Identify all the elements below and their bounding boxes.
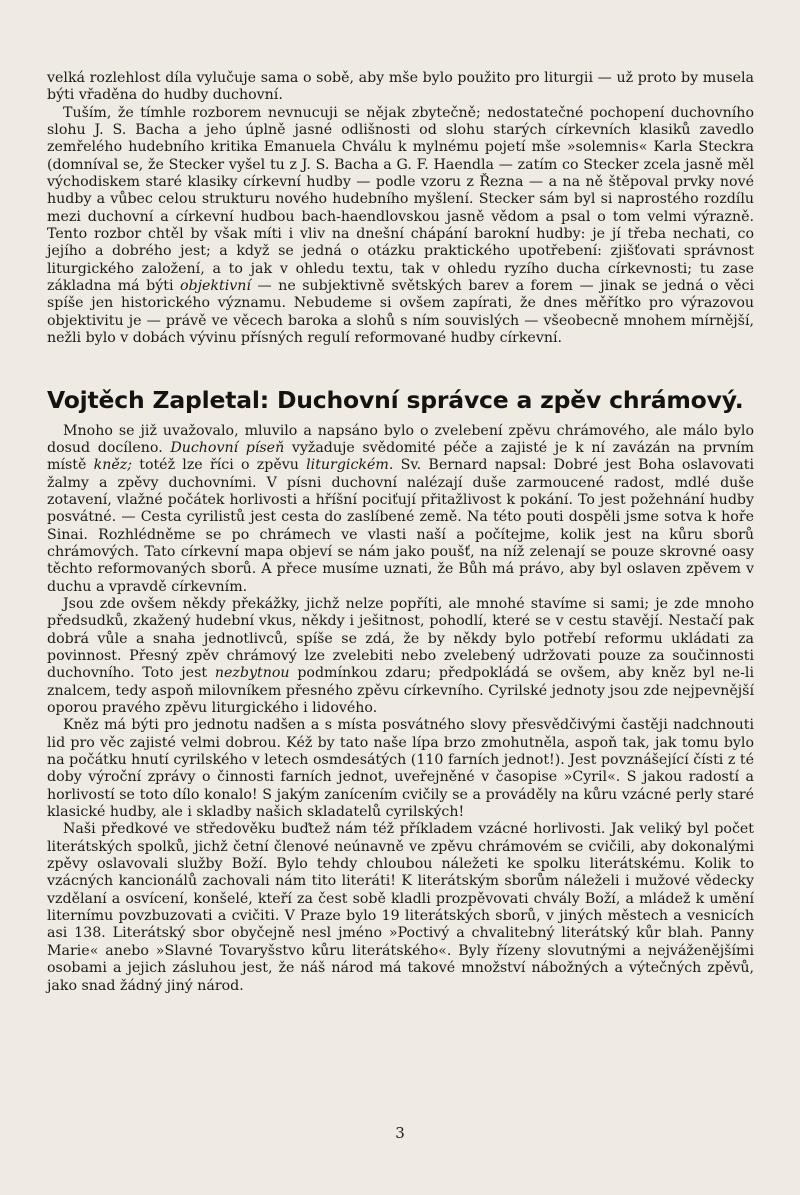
paragraph: Kněz má býti pro jednotu nadšen a s místa posvátného slovy přesvědčivými častěji nadchnouti lid pro věc zajisté velmi dobrou. Kéž by tato naše lípa brzo zmohutněla, aspoň tak, jak tomu bylo na počátku hnutí cyrilského v letech osmdesátých (110 farních jednot!). Jest povznášející čísti z té doby výroční zprávy o činnosti farních jednot, uveřejněné v časopise »Cyril«. S jakou radostí a horlivostí se toto dílo konalo! S jakým zanícením cvičily se a prováděly na kůru vzácné perly staré klasické hudby, ale i skladby našich skladatelů cyrilských!	[47, 717, 754, 821]
article-title: Vojtěch Zapletal: Duchovní správce a zpěv chrámový.	[47, 385, 744, 414]
paragraph	[47, 105, 754, 348]
paragraph-text: Mnoho se již uvažovalo, mluvilo a napsáno bylo o zvelebení zpěvu chrámového, ale málo bylo dosud docíleno.	[47, 422, 754, 456]
page-number: 3	[395, 1124, 405, 1142]
emphasis: kněz;	[93, 457, 132, 474]
paragraph: Naši předkové ve středověku buďtež nám též příkladem vzácné horlivosti. Jak veliký byl počet literátských spolků, jichž četní členové neúnavně ve zpěvu chrámovém se cvičili, aby dokonalými zpěvy oslavovali služby Boží. Bylo tehdy chloubou náležeti ke spolku literátskému. Kolik to vzácných kancionálů zachovali nám tito literáti! K literátským sborům náleželi i mužové vědecky vzdělaní a osvícení, konšelé, kteří za čest sobě kladli prozpěvovati chvály Boží, a mládež k umění liternímu povzbuzovati a cvičiti. V Praze bylo 19 literátských sborů, v jiných městech a vesnicích asi 138. Literátský sbor obyčejně nesl jméno »Poctivý a chvalitebný literátský kůr blah. Panny Marie« anebo »Slavné Tovaryšstvo kůru literátského«. Byly řízeny slovutnými a nejváženějšími osobami a jejich zásluhou jest, že náš národ má takové množství nábožných a výtečných zpěvů, jako snad žádný jiný národ.	[47, 821, 754, 994]
paragraph-text: totéž lze říci o zpěvu	[132, 457, 307, 474]
paragraph: velká rozlehlost díla vylučuje sama o sobě, aby mše bylo použito pro liturgii — už proto by musela býti vřaděna do hudby duchovní.	[47, 70, 754, 104]
emphasis: Duchovní píseň	[170, 439, 285, 456]
paragraph	[47, 596, 754, 717]
page-body	[47, 70, 754, 995]
paragraph-text: . Sv. Bernard napsal: Dobré jest Boha oslavovati žalmy a zpěvy duchovními. V písni duchovní nalézají duše zarmoucené radost, mdlé duše zotavení, vlažné počátek horlivosti a hříšní pociťují přitažlivost k pokání. To jest požehnání hudby posvátné. — Cesta cyrilistů jest cesta do zaslíbené země. Na této pouti dospěli jsme sotva k hoře Sinai. Rozhlédněme se po chrámech ve vlasti naší a počítejme, kolik jest na kůru sborů chrámových. Tato církevní mapa objeví se nám jako poušť, na níž zelenají se pouze skrovné oasy těchto reformovaných sborů. A přece musíme uznati, že Bůh má právo, aby byl oslaven zpěvem v duchu a vpravdě církevním.	[47, 457, 754, 595]
paragraph-text: Jsou zde ovšem někdy překážky, jichž nelze popříti, ale mnohé stavíme si sami; je zde mnoho předsudků, zkažený hudební vkus, někdy i ješitnost, pohodlí, které se v cestu stavějí. Nestačí pak dobrá vůle a snaha jednotlivců, spíše se zdá, že by někdy bylo potřebí reformu ukládati za povinnost. Přesný zpěv chrámový lze zvelebiti nebo zvelebený udržovati pouze za součinnosti duchovního. Toto jest	[47, 595, 754, 682]
paragraph-text: vyžaduje svědomité péče a zajisté je k ní zavázán na prvním místě	[47, 439, 754, 474]
emphasis: nezbytnou	[214, 665, 290, 682]
paragraph-text: Tuším, že tímhle rozborem nevnucuji se nějak zbytečně; nedostatečné pochopení duchovního slohu J. S. Bacha a jeho úplně jasné odlišnosti od slohu starých církevních klasiků zavedlo zemřelého hudebního kritika Emanuela Chválu k mylnému pojetí mše »solemnis« Karla Steckra (domníval se, že Stecker vyšel tu z J. S. Bacha a G. F. Haendla — zatím co Stecker zcela jasně měl východiskem staré klasiky církevní hudby — podle vzoru z Řezna — a na ně štěpoval prvky nové hudby a vůbec celou strukturu nového hudebního myšlení. Stecker sám byl si naprostého rozdílu mezi duchovní a církevní hudbou bach-haendlovskou jasně vědom a psal o tom velmi výrazně. Tento rozbor chtěl by však míti i vliv na dnešní chápání barokní hudby: je jí třeba nechati, co jejího a dobrého jest; a když se jedná o otázku praktického upotřebení: zjišťovati správnost liturgického založení, a to jak v ohledu textu, tak v ohledu ryzího ducha církevnosti; tu zase základna má býti	[47, 104, 754, 295]
paragraph-text: — ne subjektivně světských barev a forem — jinak se jedná o věci spíše jen historického významu. Nebudeme si ovšem zapírati, že dnes měřítko pro výrazovou objektivitu je — právě ve věcech baroka a slohů s ním souvislých — všeobecně mnohem mírnější, nežli bylo v dobách vývinu přísných regulí reformované hudby církevní.	[47, 278, 754, 347]
emphasis: objektivní	[180, 278, 251, 295]
emphasis: liturgickém	[306, 457, 389, 474]
paragraph-text: podmínkou zdaru; předpokládá se ovšem, aby kněz byl ne-li znalcem, tedy aspoň milovníkem přesného zpěvu církevního. Cyrilské jednoty jsou zde nejpevnější oporou pravého zpěvu liturgického i lidového.	[47, 665, 754, 716]
paragraph	[47, 423, 754, 596]
